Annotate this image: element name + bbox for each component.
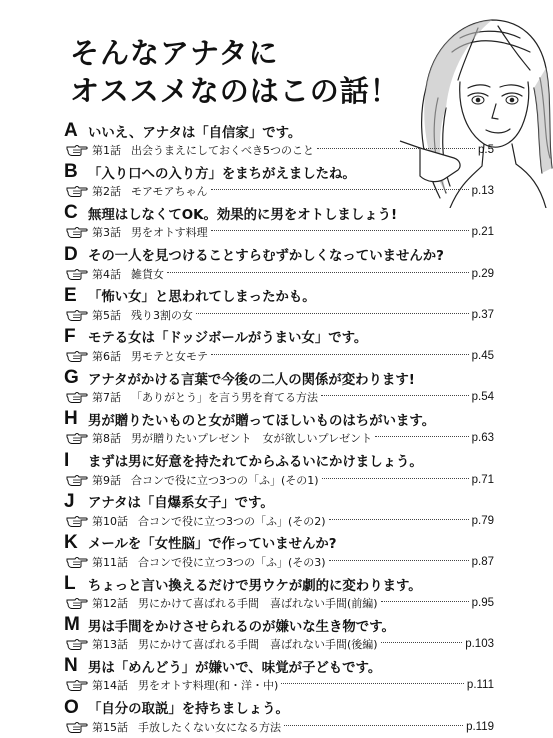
- toc-entry[interactable]: [64, 450, 494, 491]
- leader-dots: [284, 725, 463, 726]
- toc-title: モテる女は「ドッジボールがうまい女」です。: [88, 331, 368, 347]
- toc-episode: 第14話: [92, 679, 128, 693]
- toc-letter: G: [64, 367, 79, 389]
- leader-dots: [329, 560, 469, 561]
- leader-dots: [381, 601, 469, 602]
- toc-episode: 第11話: [92, 555, 128, 569]
- toc-title: その一人を見つけることすらむずかしくなっていませんか?: [88, 249, 444, 265]
- toc-entry[interactable]: [64, 697, 494, 738]
- toc-entry[interactable]: [64, 532, 494, 573]
- toc-episode: 第6話: [92, 349, 121, 363]
- toc-subtitle: 男が贈りたいプレゼント 女が欲しいプレゼント: [131, 432, 373, 446]
- toc-entry[interactable]: [64, 285, 494, 326]
- toc-title: 「自分の取説」を持ちましょう。: [88, 702, 289, 718]
- toc-entry[interactable]: [64, 614, 494, 655]
- pointing-hand-icon: [66, 309, 88, 321]
- toc-subtitle: 合コンで役に立つ3つの「ふ」(その2): [138, 514, 326, 528]
- toc-episode: 第5話: [92, 308, 121, 322]
- toc-episode: 第9話: [92, 473, 121, 487]
- toc-letter: E: [64, 284, 77, 306]
- table-of-contents: [64, 120, 494, 738]
- pointing-hand-icon: [66, 350, 88, 362]
- toc-episode: 第12話: [92, 597, 128, 611]
- toc-page: p.21: [471, 226, 494, 239]
- toc-entry[interactable]: [64, 202, 494, 243]
- leader-dots: [317, 148, 475, 149]
- leader-dots: [322, 478, 469, 479]
- toc-episode: 第10話: [92, 514, 128, 528]
- page-headline: [70, 34, 400, 110]
- pointing-hand-icon: [66, 515, 88, 527]
- toc-letter: I: [64, 449, 70, 471]
- toc-page: p.63: [471, 432, 494, 445]
- toc-entry[interactable]: [64, 491, 494, 532]
- toc-page: p.95: [471, 597, 494, 610]
- toc-subtitle: 男にかけて喜ばれる手間 喜ばれない手間(前編): [138, 597, 378, 611]
- pointing-hand-icon: [66, 391, 88, 403]
- toc-page: p.54: [471, 391, 494, 404]
- leader-dots: [375, 436, 468, 437]
- toc-entry[interactable]: [64, 244, 494, 285]
- leader-dots: [211, 354, 469, 355]
- toc-title: ちょっと言い換えるだけで男ウケが劇的に変わります。: [88, 578, 422, 594]
- toc-episode: 第7話: [92, 391, 121, 405]
- toc-page: p.29: [471, 267, 494, 280]
- headline-line-1: そんなアナタに: [70, 36, 279, 70]
- toc-title: メールを「女性脳」で作っていませんか?: [88, 537, 337, 553]
- toc-episode: 第8話: [92, 432, 121, 446]
- toc-subtitle: 「ありがとう」を言う男を育てる方法: [131, 391, 318, 405]
- toc-page: p.79: [471, 514, 494, 527]
- toc-letter: O: [64, 696, 79, 718]
- pointing-hand-icon: [66, 474, 88, 486]
- pointing-hand-icon: [66, 721, 88, 733]
- toc-subtitle: 出会うまえにしておくべき5つのこと: [131, 144, 314, 157]
- pointing-hand-icon: [66, 679, 88, 691]
- toc-letter: K: [64, 531, 78, 553]
- toc-letter: H: [64, 408, 78, 430]
- leader-dots: [329, 519, 469, 520]
- toc-subtitle: 男をオトす料理: [131, 226, 208, 240]
- pointing-hand-icon: [66, 226, 88, 238]
- toc-entry[interactable]: [64, 326, 494, 367]
- toc-letter: C: [64, 202, 78, 224]
- toc-title: 無理はしなくてOK。効果的に男をオトしましょう!: [88, 207, 398, 223]
- toc-entry[interactable]: [64, 573, 494, 614]
- pointing-hand-icon: [66, 185, 88, 197]
- pointing-hand-icon: [66, 432, 88, 444]
- toc-letter: M: [64, 614, 80, 636]
- toc-entry[interactable]: [64, 408, 494, 449]
- toc-subtitle: 合コンで役に立つ3つの「ふ」(その3): [138, 555, 326, 569]
- toc-subtitle: 合コンで役に立つ3つの「ふ」(その1): [131, 473, 319, 487]
- toc-title: いいえ、アナタは「自信家」です。: [88, 125, 302, 141]
- headline-line-2: オススメなのはこの話！: [70, 74, 400, 108]
- toc-episode: 第2話: [92, 185, 121, 199]
- toc-page: p.5: [478, 144, 494, 156]
- leader-dots: [211, 189, 469, 190]
- toc-letter: D: [64, 243, 78, 265]
- toc-letter: L: [64, 573, 76, 595]
- pointing-hand-icon: [66, 556, 88, 568]
- toc-entry[interactable]: [64, 367, 494, 408]
- toc-letter: F: [64, 325, 76, 347]
- leader-dots: [167, 272, 469, 273]
- toc-page: p.37: [471, 308, 494, 321]
- toc-subtitle: 雑貨女: [131, 267, 164, 281]
- toc-entry[interactable]: [64, 655, 494, 696]
- toc-title: 男は「めんどう」が嫌いで、味覚が子どもです。: [88, 660, 382, 676]
- toc-letter: J: [64, 490, 75, 512]
- toc-letter: A: [64, 120, 78, 141]
- pointing-hand-icon: [66, 638, 88, 650]
- toc-subtitle: 男モテと女モテ: [131, 349, 208, 363]
- toc-subtitle: 手放したくない女になる方法: [138, 720, 281, 734]
- toc-episode: 第1話: [92, 144, 121, 157]
- toc-page: p.119: [466, 720, 494, 733]
- leader-dots: [281, 683, 464, 684]
- toc-letter: N: [64, 655, 78, 677]
- leader-dots: [211, 230, 469, 231]
- toc-title: 男が贈りたいものと女が贈ってほしいものはちがいます。: [88, 413, 436, 429]
- toc-episode: 第3話: [92, 226, 121, 240]
- toc-page: p.87: [471, 555, 494, 568]
- pointing-hand-icon: [66, 268, 88, 280]
- pointing-hand-icon: [66, 144, 88, 156]
- toc-subtitle: モアモアちゃん: [131, 185, 208, 199]
- toc-subtitle: 男をオトす料理(和・洋・中): [138, 679, 279, 693]
- toc-episode: 第15話: [92, 720, 128, 734]
- toc-page: p.45: [471, 349, 494, 362]
- toc-subtitle: 残り3割の女: [131, 308, 193, 322]
- toc-entry[interactable]: [64, 161, 494, 202]
- toc-title: アナタは「自爆系女子」です。: [88, 496, 274, 512]
- toc-title: まずは男に好意を持たれてからふるいにかけましょう。: [88, 455, 423, 470]
- toc-title: 「怖い女」と思われてしまったかも。: [88, 290, 316, 306]
- leader-dots: [321, 395, 469, 396]
- toc-page: p.103: [465, 638, 494, 651]
- leader-dots: [196, 313, 469, 314]
- toc-episode: 第4話: [92, 267, 121, 281]
- pointing-hand-icon: [66, 597, 88, 609]
- toc-subtitle: 男にかけて喜ばれる手間 喜ばれない手間(後編): [138, 638, 378, 652]
- toc-entry[interactable]: [64, 120, 494, 161]
- toc-title: 「入り口への入り方」をまちがえましたね。: [88, 166, 356, 182]
- leader-dots: [381, 642, 463, 643]
- toc-title: 男は手間をかけさせられるのが嫌いな生き物です。: [88, 619, 395, 635]
- toc-page: p.71: [471, 473, 494, 486]
- toc-episode: 第13話: [92, 638, 128, 652]
- toc-page: p.111: [466, 679, 494, 692]
- toc-page: p.13: [471, 185, 494, 198]
- toc-title: アナタがかける言葉で今後の二人の関係が変わります!: [88, 372, 415, 388]
- toc-letter: B: [64, 161, 78, 183]
